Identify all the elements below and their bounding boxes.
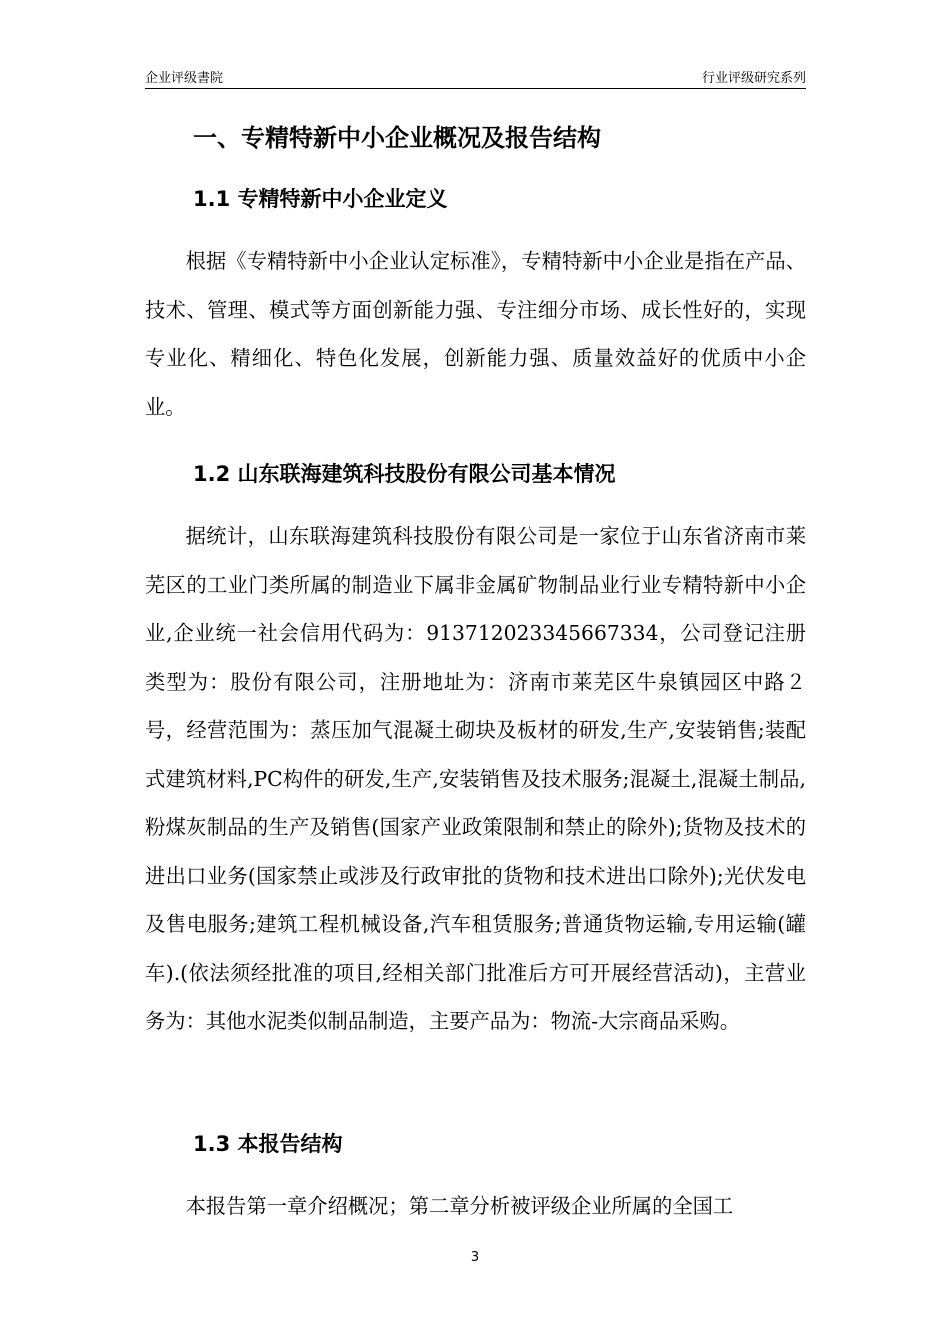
section-paragraph-1-3: 本报告第一章介绍概况；第二章分析被评级企业所属的全国工: [185, 1194, 734, 1218]
page-number: 3: [470, 1250, 480, 1265]
section-paragraph-1-1: 根据《专精特新中小企业认定标准》，专精特新中小企业是指在产品、技术、管理、模式等方面创新能力强、专注细分市场、成长性好的，实现专业化、精细化、特色化发展，创新能力强、质量效益好的优质中小企业。: [145, 249, 806, 419]
header-left-text: 企业评级書院: [145, 71, 224, 86]
section-heading-1-3: 1.3 本报告结构: [193, 1132, 343, 1156]
header-rule: [145, 88, 806, 89]
section-heading-1-2: 1.2 山东联海建筑科技股份有限公司基本情况: [193, 462, 616, 486]
section-heading-1-1: 1.1 专精特新中小企业定义: [193, 187, 448, 211]
header-right-text: 行业评级研究系列: [701, 71, 806, 86]
section-paragraph-1-2: 据统计，山东联海建筑科技股份有限公司是一家位于山东省济南市莱芜区的工业门类所属的制造业下属非金属矿物制品业行业专精特新中小企业,企业统一社会信用代码为：91371202334566733​4，公司登记注册类型为：股份有限公司，注册地址为：济南市莱芜区牛泉镇园区中路２号，经营范围为：蒸压加气混凝土砌块及板材的研发,生产,安装销售;装配式建筑材料,PC构件的研发,生产,安装销售及技术服务;混凝土,混凝土制品,粉煤灰制品的生产及销售(国家产业政策限制和禁止的除外);货物及技术的进出口业务(国家禁止或涉及行政审批的货物和技术进出口除外);光伏发电及售电服务;建筑工程机械设备,汽车租赁服务;普通货物运输,专用运输(罐车).(依法须经批准的项目,经相关部门批准后方可开展经营活动)，主营业务为：其他水泥类似制品制造，主要产品为：物流-大宗商品采购。: [145, 524, 806, 1033]
chapter-title: 一、专精特新中小企业概况及报告结构: [193, 124, 601, 152]
